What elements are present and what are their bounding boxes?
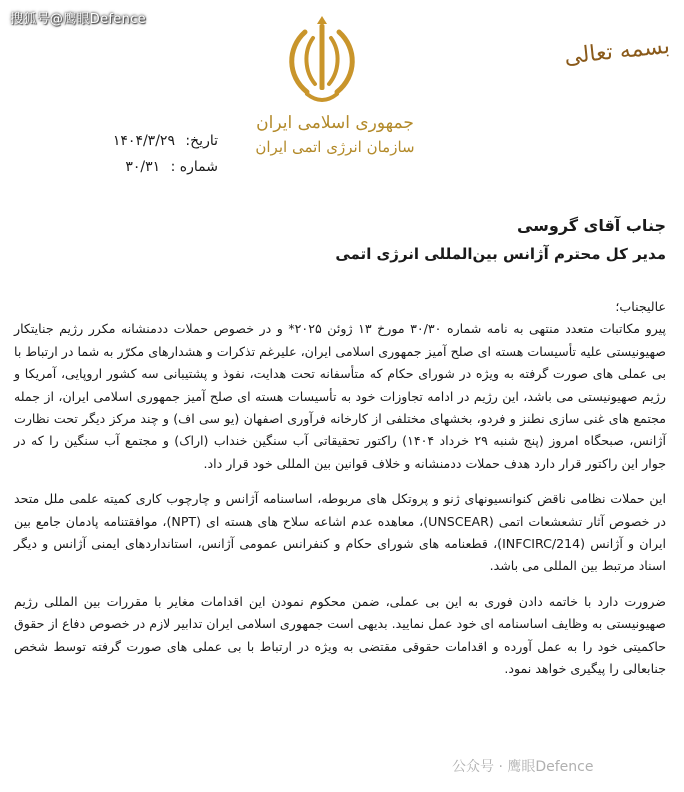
letter-meta — [78, 128, 218, 180]
org-name: جمهوری اسلامی ایران — [256, 113, 414, 133]
letter-body — [14, 296, 666, 694]
addressee-title: مدیر کل محترم آژانس بین‌المللی انرژی اتمی — [335, 245, 666, 263]
paragraph-1: پیرو مکاتبات متعدد منتهی به نامه شماره ۳۰/۳۰ مورخ ۱۳ ژوئن ۲۰۲۵* و در خصوص حملات ددمنشانه مکرر رژیم جنایتکار صهیونیستی علیه تأسیسات هسته ای صلح آمیز جمهوری اسلامی ایران، علیرغم تذکرات و هشدارهای مکرّر به شما در ارتباط با بی عملی های صورت گرفته به ویژه در شورای حکام که متأسفانه تحت هدایت، نفوذ و پشتیبانی سه کشور اروپایی، آمریکا و رژیم صهیونیستی می باشد، این رژیم در ادامه تجاوزات خود به تأسیسات هسته ای صلح آمیز جمهوری اسلامی ایران، از جمله مجتمع های غنی سازی نطنز و فردو، بخشهای مختلفی از کارخانه فرآوری اصفهان (یو سی اف) و چند مرکز دیگر تحت نظارت آژانس، صبحگاه امروز (پنج شنبه ۲۹ خرداد ۱۴۰۴) راکتور تحقیقاتی آب سنگین خنداب (اراک) و مجتمع آب سنگین را که در جوار این راکتور قرار دارد هدف حملات ددمنشانه و خلاف قوانین بین المللی خود قرار داد. — [14, 321, 666, 471]
org-block — [255, 112, 415, 158]
date-value: ۱۴۰۴/۳/۲۹ — [112, 133, 175, 149]
number-row — [78, 154, 218, 180]
date-row — [78, 128, 218, 154]
date-label: تاریخ: — [185, 133, 218, 149]
number-value: ۳۰/۳۱ — [125, 159, 161, 175]
emblem-icon — [283, 14, 361, 110]
salutation: عالیجناب؛ — [615, 299, 666, 314]
org-subtitle: سازمان انرژی اتمی ایران — [255, 138, 415, 156]
paragraph-3: ضرورت دارد با خاتمه دادن فوری به این بی عملی، ضمن محکوم نمودن این اقدامات مغایر با مقررات بین المللی رژیم صهیونیستی به وظایف اساسنامه ای خود عمل نمایید. بدیهی است جمهوری اسلامی ایران تدابیر لازم در خصوص دفاع از حقوق حاکمیتی خود را به عمل آورده و اقدامات حقوقی مقتضی به ویژه در ارتباط با بی عملی های صورت گرفته توسط شخص جنابعالی را پیگیری خواهد نمود. — [14, 593, 666, 677]
addressee-name: جناب آقای گروسی — [516, 216, 666, 235]
addressee-block — [26, 212, 666, 268]
paragraph-2: این حملات نظامی ناقض کنوانسیونهای ژنو و پروتکل های مربوطه، اساسنامه آژانس و چارچوب کاری کمیته علمی ملل متحد در خصوص آثار تشعشعات اتمی (UNSCEAR)، معاهده عدم اشاعه سلاح های هسته ای (NPT)، موافقتنامه پادمان جامع بین ایران و آژانس (INFCIRC/214)، قطعنامه های شورای حکام و کنفرانس عمومی آژانس، استانداردهای ایمنی آژانس و دیگر اسناد مرتبط بین المللی می باشد. — [14, 491, 667, 574]
watermark-top: 搜狐号@鹰眼Defence — [10, 12, 146, 27]
bismillah-heading: بسمه تعالی — [563, 33, 671, 70]
number-label: شماره : — [170, 159, 218, 175]
watermark-bottom: 公众号 · 鹰眼Defence — [452, 759, 594, 775]
